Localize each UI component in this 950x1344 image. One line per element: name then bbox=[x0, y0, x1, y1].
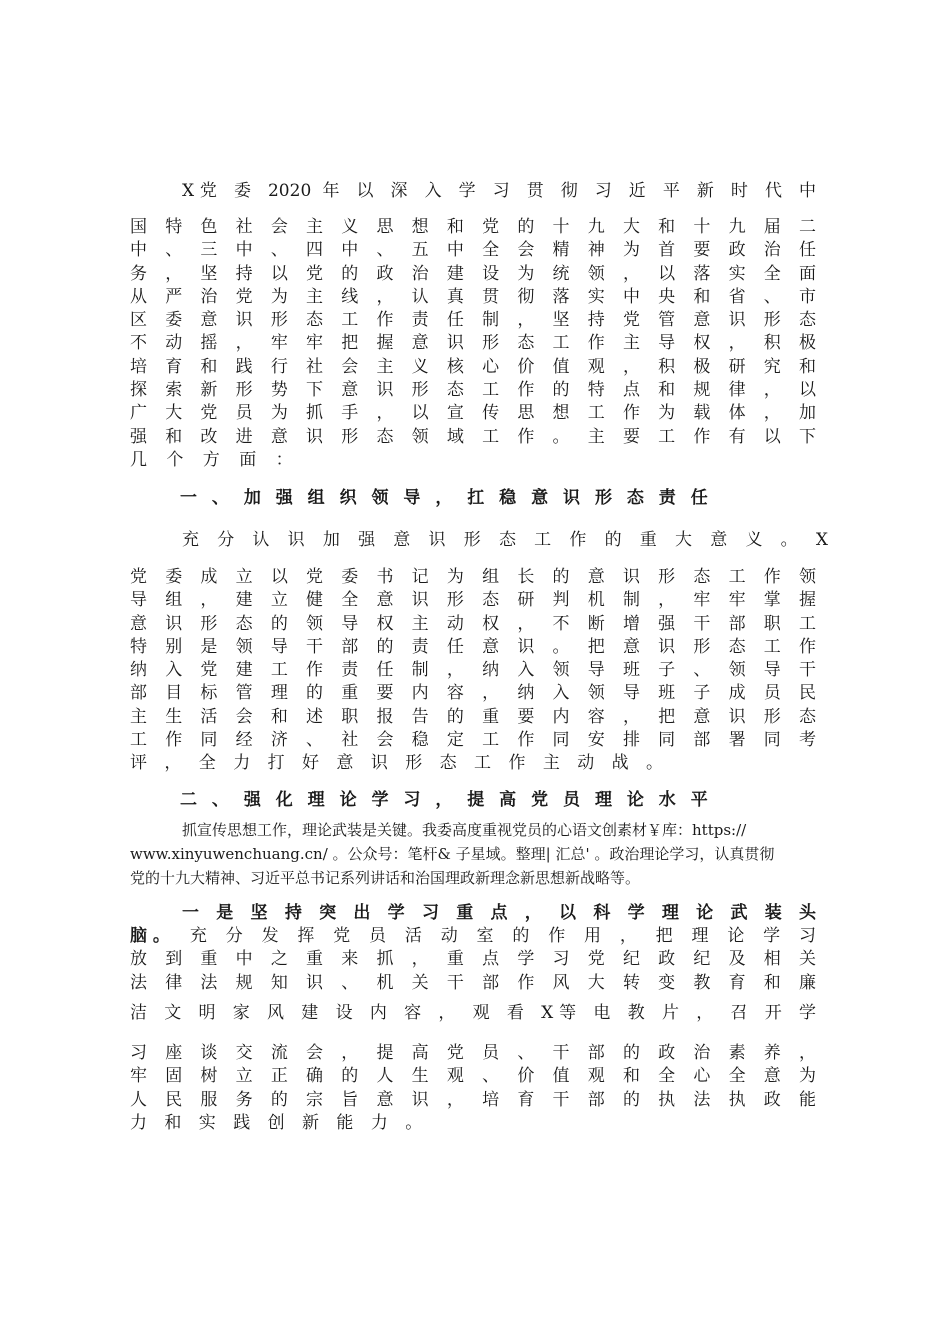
section1-line: 纳 入 党 建 工 作 责 任 制 ， 纳 入 领 导 班 子 、 领 导 干 bbox=[130, 660, 816, 681]
point1-wide-line: 洁 文 明 家 风 建 设 内 容 ， 观 看 X等 电 教 片 ， 召 开 学 bbox=[130, 1003, 816, 1023]
section1-heading: 一 、 加 强 组 织 领 导 ， 扛 稳 意 识 形 态 责 任 bbox=[180, 488, 708, 508]
point1-line-rest: 充 分 发 挥 党 员 活 动 室 的 作 用 ， 把 理 论 学 习 bbox=[189, 926, 816, 946]
intro-line: 培 育 和 践 行 社 会 主 义 核 心 价 值 观 ， 积 极 研 究 和 bbox=[130, 356, 816, 377]
section2-line: 抓宣传思想工作，理论武装是关键。我委高度重视党员的心语文创素材￥库：https:// bbox=[182, 821, 747, 839]
point1-line: 放 到 重 中 之 重 来 抓 ， 重 点 学 习 党 纪 政 纪 及 相 关 bbox=[130, 949, 816, 970]
intro-line: 不 动 摇 ， 牢 牢 把 握 意 识 形 态 工 作 主 导 权 ， 积 极 bbox=[130, 333, 816, 354]
intro-line: 务 ， 坚 持 以 党 的 政 治 建 设 为 统 领 ， 以 落 实 全 面 bbox=[130, 263, 816, 284]
intro-line: 探 索 新 形 势 下 意 识 形 态 工 作 的 特 点 和 规 律 ， 以 bbox=[130, 380, 816, 401]
section1-line: 特 别 是 领 导 干 部 的 责 任 意 识 。 把 意 识 形 态 工 作 bbox=[130, 636, 816, 657]
intro-line: 从 严 治 党 为 主 线 ， 认 真 贯 彻 落 实 中 央 和 省 、 市 bbox=[130, 286, 816, 307]
intro-first-line: X党 委 2020 年 以 深 入 学 习 贯 彻 习 近 平 新 时 代 中 bbox=[182, 181, 816, 201]
point1-paragraph-continued bbox=[130, 1042, 816, 1135]
section1-line: 党 委 成 立 以 党 委 书 记 为 组 长 的 意 识 形 态 工 作 领 bbox=[130, 567, 816, 587]
section1-line: 工 作 同 经 济 、 社 会 稳 定 工 作 同 安 排 同 部 署 同 考 bbox=[130, 730, 816, 751]
intro-last-line: 几 个 方 面 ： bbox=[130, 449, 293, 470]
point1-line: 牢 固 树 立 正 确 的 人 生 观 、 价 值 观 和 全 心 全 意 为 bbox=[130, 1066, 816, 1087]
intro-line: 国 特 色 社 会 主 义 思 想 和 党 的 十 九 大 和 十 九 届 二 bbox=[130, 217, 816, 237]
section1-line: 部 目 标 管 理 的 重 要 内 容 ， 纳 入 领 导 班 子 成 员 民 bbox=[130, 683, 816, 704]
intro-paragraph bbox=[130, 216, 816, 472]
point1-line-with-bold bbox=[130, 925, 816, 948]
point1-line: 法 律 法 规 知 识 、 机 关 干 部 作 风 大 转 变 教 育 和 廉 bbox=[130, 972, 816, 993]
section1-line: 主 生 活 会 和 述 职 报 告 的 重 要 内 容 ， 把 意 识 形 态 bbox=[130, 706, 816, 727]
point1-paragraph bbox=[130, 925, 816, 995]
section2-heading: 二 、 强 化 理 论 学 习 ， 提 高 党 员 理 论 水 平 bbox=[180, 790, 708, 810]
section1-paragraph bbox=[130, 566, 816, 776]
section2-paragraph bbox=[130, 818, 816, 890]
intro-line: 广 大 党 员 为 抓 手 ， 以 宣 传 思 想 工 作 为 载 体 ， 加 bbox=[130, 403, 816, 424]
section1-first-line: 充 分 认 识 加 强 意 识 形 态 工 作 的 重 大 意 义 。 X bbox=[182, 530, 828, 550]
point1-bold-tail: 脑 。 bbox=[130, 926, 170, 946]
point1-heading-line: 一 是 坚 持 突 出 学 习 重 点 ， 以 科 学 理 论 武 装 头 bbox=[182, 903, 816, 923]
point1-line: 习 座 谈 交 流 会 ， 提 高 党 员 、 干 部 的 政 治 素 养 ， bbox=[130, 1043, 816, 1063]
intro-line: 强 和 改 进 意 识 形 态 领 域 工 作 。 主 要 工 作 有 以 下 bbox=[130, 426, 816, 447]
section1-line: 意 识 形 态 的 领 导 权 主 动 权 ， 不 断 增 强 干 部 职 工 bbox=[130, 613, 816, 634]
point1-last-line: 力 和 实 践 创 新 能 力 。 bbox=[130, 1112, 423, 1133]
section2-line: 党的十九大精神、习近平总书记系列讲话和治国理政新理念新思想新战略等。 bbox=[130, 869, 641, 887]
section2-line: www.xinyuwenchuang.cn/ 。公众号：笔杆& 子星域。整理| 汇总' 。政治理论学习，认真贯彻 bbox=[130, 845, 775, 863]
point1-line: 人 民 服 务 的 宗 旨 意 识 ， 培 育 干 部 的 执 法 执 政 能 bbox=[130, 1089, 816, 1110]
section1-line: 导 组 ， 建 立 健 全 意 识 形 态 研 判 机 制 ， 牢 牢 掌 握 bbox=[130, 590, 816, 611]
intro-line: 中 、 三 中 、 四 中 、 五 中 全 会 精 神 为 首 要 政 治 任 bbox=[130, 240, 816, 261]
section1-last-line: 评 ， 全 力 打 好 意 识 形 态 工 作 主 动 战 。 bbox=[130, 753, 664, 774]
intro-line: 区 委 意 识 形 态 工 作 责 任 制 ， 坚 持 党 管 意 识 形 态 bbox=[130, 310, 816, 331]
